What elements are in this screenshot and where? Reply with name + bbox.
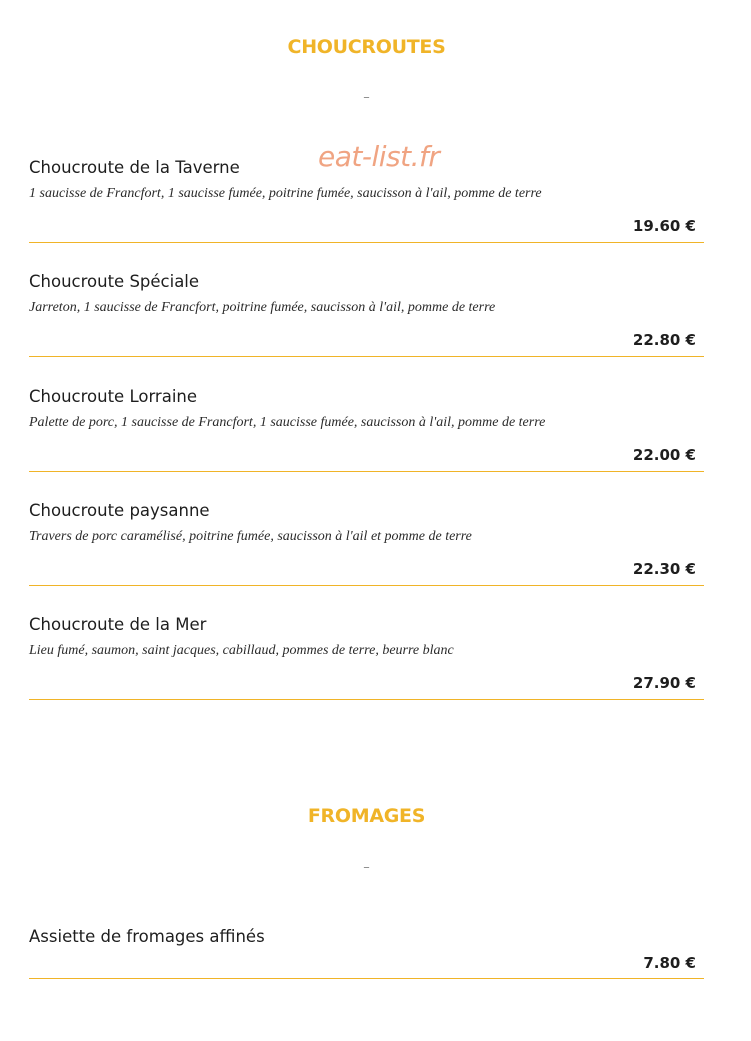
menu-item-name: Choucroute Spéciale xyxy=(29,272,200,291)
menu-item-name: Choucroute Lorraine xyxy=(29,387,198,406)
menu-item-price: 19.60 € xyxy=(632,217,696,235)
menu-item-price: 22.00 € xyxy=(632,446,696,464)
menu-item-description: Jarreton, 1 saucisse de Francfort, poitrine fumée, saucisson à l'ail, pomme de terre xyxy=(29,300,496,315)
section-title-choucroutes: CHOUCROUTES xyxy=(287,36,446,58)
menu-item xyxy=(29,501,704,586)
menu-item xyxy=(29,615,704,700)
menu-item-description: Travers de porc caramélisé, poitrine fumée, saucisson à l'ail et pomme de terre xyxy=(29,529,472,544)
menu-item-price: 22.80 € xyxy=(632,331,696,349)
watermark: eat-list.fr xyxy=(318,140,440,173)
menu-item-name: Choucroute de la Taverne xyxy=(29,158,240,177)
menu-item-name: Choucroute de la Mer xyxy=(29,615,207,634)
menu-item-price: 22.30 € xyxy=(632,560,696,578)
menu-item xyxy=(29,387,704,472)
menu-item xyxy=(29,927,704,979)
menu-item-description: 1 saucisse de Francfort, 1 saucisse fumée, poitrine fumée, saucisson à l'ail, pomme de terre xyxy=(29,186,542,201)
menu-item-description: Lieu fumé, saumon, saint jacques, cabillaud, pommes de terre, beurre blanc xyxy=(29,643,454,658)
section-title-fromages: FROMAGES xyxy=(307,805,426,827)
menu-item-name: Assiette de fromages affinés xyxy=(29,927,265,946)
menu-item-price: 7.80 € xyxy=(643,954,696,972)
menu-item-description: Palette de porc, 1 saucisse de Francfort, 1 saucisse fumée, saucisson à l'ail, pomme de terre xyxy=(29,415,546,430)
menu-item-price: 27.90 € xyxy=(632,674,696,692)
menu-item-name: Choucroute paysanne xyxy=(29,501,210,520)
section-separator: – xyxy=(363,860,370,875)
menu-item xyxy=(29,272,704,357)
section-separator: – xyxy=(363,90,370,105)
